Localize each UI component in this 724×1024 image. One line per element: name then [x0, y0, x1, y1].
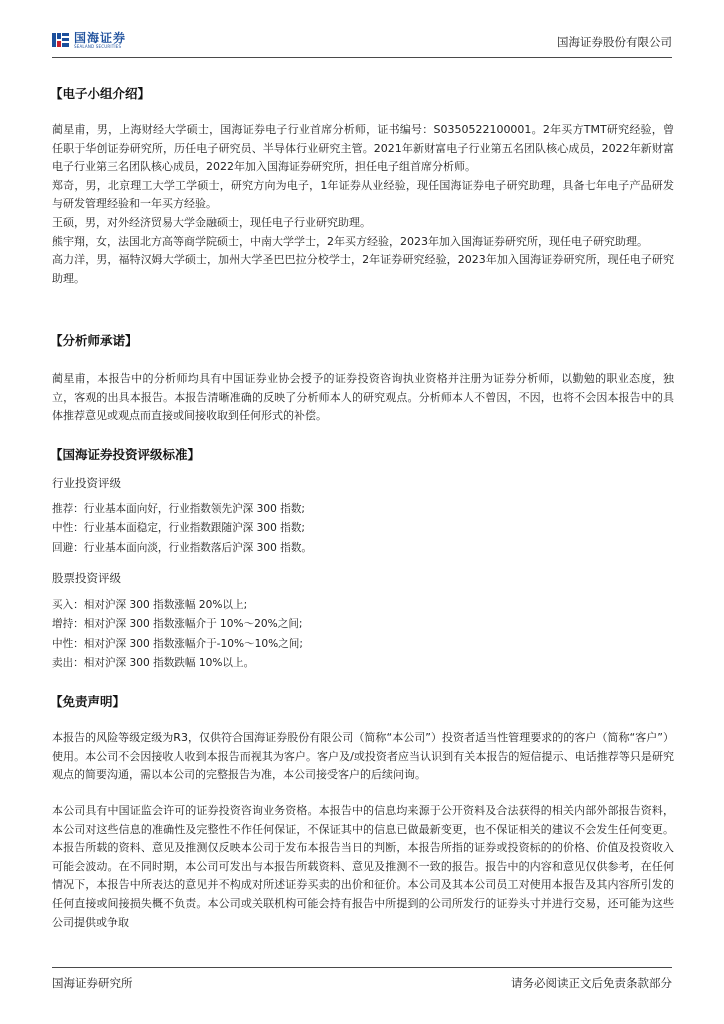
page-header — [52, 26, 672, 56]
commitment-text: 蔺星甫，本报告中的分析师均具有中国证券业协会授予的证券投资咨询执业资格并注册为证券分析师，以勤勉的职业态度，独立，客观的出具本报告。本报告清晰准确的反映了分析师本人的研究观点。分析师本人不曾因，不因，也将不会因本报告中的具体推荐意见或观点而直接或间接收取到任何形式的补偿。 — [52, 372, 674, 423]
list-item: 增持：相对沪深 300 指数涨幅介于 10%～20%之间; — [52, 618, 303, 631]
rating-section-title: 【国海证券投资评级标准】 — [50, 447, 201, 462]
footer-left-text: 国海证券研究所 — [52, 976, 133, 990]
footer-right-text: 请务必阅读正文后免责条款部分 — [511, 976, 672, 990]
commitment-section-title: 【分析师承诺】 — [50, 333, 138, 348]
industry-rating-title: 行业投资评级 — [52, 476, 121, 490]
bio-paragraph: 高力洋，男，福特汉姆大学硕士，加州大学圣巴巴拉分校学士，2年证券研究经验，2023年加入国海证券研究所，现任电子研究助理。 — [52, 253, 674, 285]
team-section-title: 【电子小组介绍】 — [50, 86, 151, 101]
disclaimer-section-title: 【免责声明】 — [50, 694, 126, 709]
list-item: 卖出：相对沪深 300 指数跌幅 10%以上。 — [52, 656, 255, 669]
stock-rating-list — [52, 596, 303, 673]
bio-paragraph: 蔺星甫，男，上海财经大学硕士，国海证券电子行业首席分析师，证书编号：S0350522100001。2年买方TMT研究经验，曾任职于华创证券研究所，历任电子研究员、半导体行业研究主管。2021年新财富电子行业第五名团队核心成员，2022年新财富电子行业第三名团队核心成员，2022年加入国海证券研究所，担任电子组首席分析师。 — [52, 123, 674, 174]
list-item: 中性：行业基本面稳定，行业指数跟随沪深 300 指数; — [52, 522, 305, 535]
logo-text-en: SEALAND SECURITIES — [74, 43, 122, 49]
bio-paragraph: 熊宇翔，女，法国北方高等商学院硕士，中南大学学士，2年买方经验，2023年加入国海证券研究所，现任电子研究助理。 — [52, 234, 648, 248]
sealand-logo-icon — [52, 31, 70, 49]
company-logo — [52, 30, 126, 50]
header-company-name: 国海证券股份有限公司 — [557, 35, 672, 49]
bio-paragraph: 郑奇，男，北京理工大学工学硕士，研究方向为电子，1年证券从业经验，现任国海证券电子研究助理，具备七年电子产品研发与研发管理经验和一年买方经验。 — [52, 178, 674, 211]
list-item: 中性：相对沪深 300 指数涨幅介于-10%～10%之间; — [52, 637, 303, 650]
list-item: 买入：相对沪深 300 指数涨幅 20%以上; — [52, 599, 248, 611]
bio-paragraph: 王硕，男，对外经济贸易大学金融硕士，现任电子行业研究助理。 — [52, 215, 371, 229]
footer-divider — [52, 967, 672, 968]
disclaimer-paragraph-2: 本公司具有中国证监会许可的证券投资咨询业务资格。本报告中的信息均来源于公开资料及合法获得的相关内部外部报告资料，本公司对这些信息的准确性及完整性不作任何保证，不保证其中的信息已做最新变更，也不保证相关的建议不会发生任何变更。本报告所载的资料、意见及推测仅反映本公司于发布本报告当日的判断，本报告所指的证券或投资标的的价格、价值及投资收入可能会波动。在不同时期，本公司可发出与本报告所载资料、意见及推测不一致的报告。报告中的内容和意见仅供参考，在任何情况下，本报告中所表达的意见并不构成对所述证券买卖的出价和征价。本公司及其本公司员工对使用本报告及其内容所引发的任何直接或间接损失概不负责。本公司或关联机构可能会持有报告中所提到的公司所发行的证券头寸并进行交易，还可能为这些公司提供或争取 — [52, 804, 674, 929]
header-divider — [52, 57, 672, 58]
list-item: 推荐：行业基本面向好，行业指数领先沪深 300 指数; — [52, 503, 305, 515]
list-item: 回避：行业基本面向淡，行业指数落后沪深 300 指数。 — [52, 541, 313, 554]
disclaimer-paragraph-1: 本报告的风险等级定级为R3，仅供符合国海证券股份有限公司（简称“本公司”）投资者适当性管理要求的的客户（简称“客户”）使用。本公司不会因接收人收到本报告而视其为客户。客户及/或投资者应当认识到有关本报告的短信提示、电话推荐等只是研究观点的简要沟通，需以本公司的完整报告为准，本公司接受客户的后续问询。 — [52, 731, 674, 782]
logo-text-cn: 国海证券 — [74, 30, 127, 45]
team-bios — [52, 121, 674, 288]
stock-rating-title: 股票投资评级 — [52, 571, 121, 585]
industry-rating-list — [52, 500, 312, 558]
